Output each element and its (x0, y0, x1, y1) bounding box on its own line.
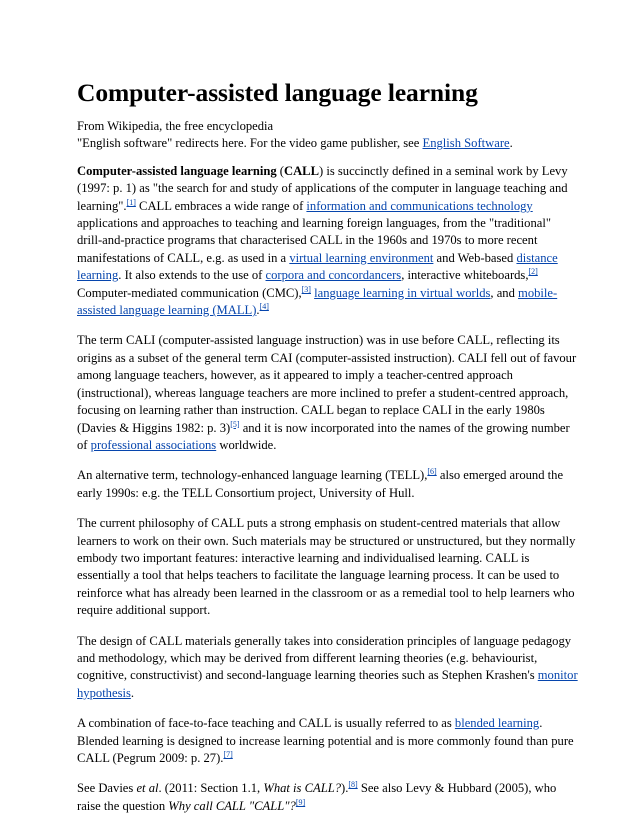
hatnote: "English software" redirects here. For the video game publisher, see English Software. (77, 136, 513, 151)
ref-9[interactable]: [9] (295, 797, 306, 807)
paragraph-tell: An alternative term, technology-enhanced language learning (TELL),[6] also emerged around the early 1990s: e.g. the TELL Consortium project, University of Hull. (77, 467, 564, 500)
paragraph-intro: Computer-assisted language learning (CALL) is succinctly defined in a seminal work by Levy (1997: p. 1) as "the search for and study of applications of the computer in language teaching and learning".[1] CALL embraces a wide range of information and communications technology applications and approaches to teaching and learning foreign languages, from the "traditional" drill-and-practice programs that characterised CALL in the 1960s and 1970s to more recent manifestations of CALL, e.g. as used in a virtual learning environment and Web-based distance learning. It also extends to the use of corpora and concordancers, interactive whiteboards,[2] Computer-mediated communication (CMC),[3] language learning in virtual worlds, and mobile-assisted language learning (MALL).[4] (77, 163, 568, 318)
link-blended-learning[interactable]: blended learning (454, 716, 540, 731)
ref-2[interactable]: [2] (528, 267, 538, 277)
link-english-software[interactable]: English Software (422, 136, 510, 151)
link-professional-associations[interactable]: professional associations (90, 437, 217, 452)
link-distance-learning[interactable]: distance learning (77, 250, 558, 283)
paragraph-design: The design of CALL materials generally takes into consideration principles of language pedagogy and methodology, which may be derived from different learning theories (e.g. behaviourist, cognitive, constructivist) and second-language learning theories such as Stephen Krashen's monitor hypothesis. (77, 633, 578, 700)
link-virtual-worlds[interactable]: language learning in virtual worlds (314, 285, 491, 300)
ref-5[interactable]: [5] (230, 419, 240, 429)
ref-3[interactable]: [3] (301, 284, 311, 294)
link-virtual-learning-environment[interactable]: virtual learning environment (289, 250, 434, 265)
ref-1[interactable]: [1] (126, 197, 136, 207)
paragraph-philosophy: The current philosophy of CALL puts a strong emphasis on student-centred materials that allow learners to work on their own. Such materials may be structured or unstructured, but they normally embody two important features: interactive learning and individualised learning. CALL is essentially a tool that helps teachers to facilitate the language learning process. It can be used to reinforce what has already been learned in the classroom or as a remedial tool to help learners who require additional support. (77, 516, 576, 618)
page-title: Computer-assisted language learning (77, 78, 478, 107)
ref-4[interactable]: [4] (259, 302, 269, 312)
link-mall[interactable]: mobile-assisted language learning (MALL) (77, 285, 558, 318)
link-ict[interactable]: information and communications technology (306, 198, 533, 213)
ref-6[interactable]: [6] (427, 467, 437, 477)
link-corpora-concordancers[interactable]: corpora and concordancers (265, 268, 402, 283)
link-monitor-hypothesis[interactable]: monitor hypothesis (77, 668, 578, 700)
source-line: From Wikipedia, the free encyclopedia (77, 119, 274, 133)
ref-7[interactable]: [7] (223, 750, 233, 759)
paragraph-see-also: See Davies et al. (2011: Section 1.1, What is CALL?).[8] See also Levy & Hubbard (2005), who raise the question Why call CALL "CALL"?[9] (77, 780, 557, 813)
ref-8[interactable]: [8] (348, 780, 358, 790)
paragraph-cali: The term CALI (computer-assisted language instruction) was in use before CALL, reflecting its origins as a subset of the general term CAI (computer-assisted instruction). CALI fell out of favour among language teachers, however, as it appeared to imply a teacher-centred approach (instructional), whereas language teachers are more inclined to prefer a student-centred approach, focusing on learning rather than instruction. CALL began to replace CALI in the early 1980s (Davies & Higgins 1982: p. 3)[5] and it is now incorporated into the names of the growing number of professional associations worldwide. (77, 333, 577, 452)
paragraph-blended: A combination of face-to-face teaching and CALL is usually referred to as blended learning. Blended learning is designed to increase learning potential and is more commonly found than pure CALL (Pegrum 2009: p. 27).[7] (77, 716, 574, 765)
